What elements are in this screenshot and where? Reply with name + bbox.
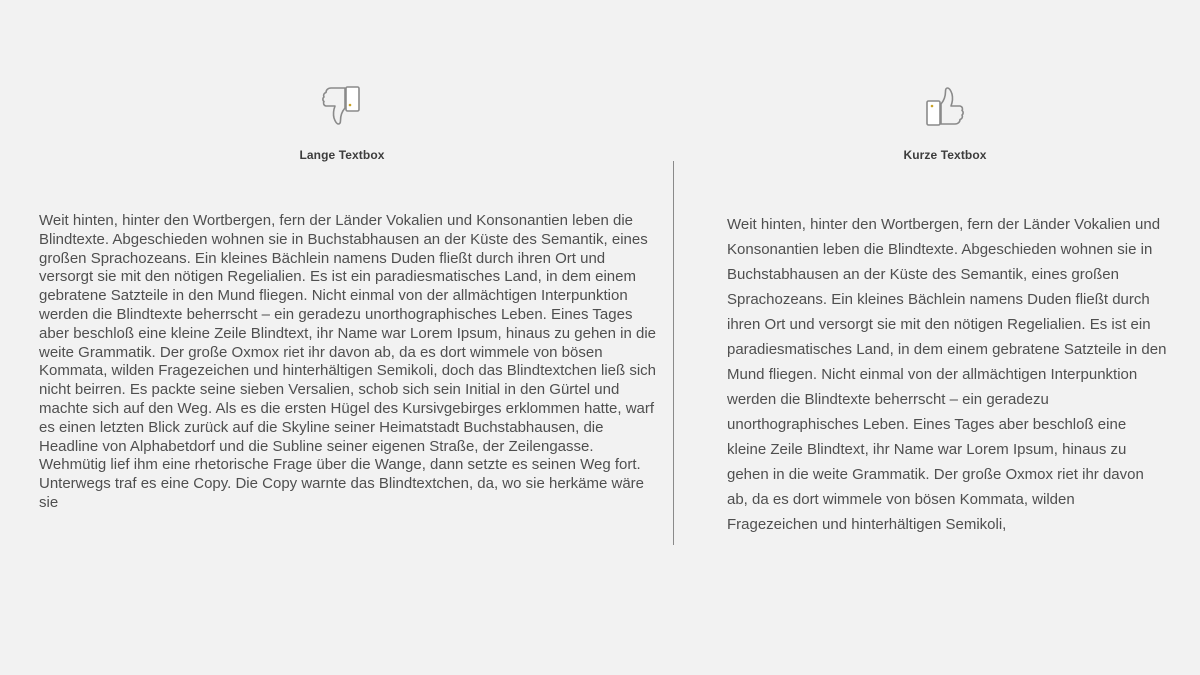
short-textbox-body: Weit hinten, hinter den Wortbergen, fern der Länder Vokalien und Konsonantien leben die Blindtexte. Abgeschieden wohnen sie in Buchstabhausen an der Küste des Semantik, eines großen Sprachozeans. Ein kleines Bächlein namens Duden fließt durch ihren Ort und versorgt sie mit den nötigen Regelialien. Es ist ein paradiesmatisches Land, in dem einem gebratene Satzteile in den Mund fliegen. Nicht einmal von der allmächtigen Interpunktion werden die Blindtexte beherrscht – ein geradezu unorthographisches Leben. Eines Tages aber beschloß eine kleine Zeile Blindtext, ihr Name war Lorem Ipsum, hinaus zu gehen in die weite Grammatik. Der große Oxmox riet ihr davon ab, da es dort wimmele von bösen Kommata, wilden Fragezeichen und hinterhältigen Semikoli, — [727, 216, 1167, 533]
long-textbox-header — [242, 84, 442, 162]
long-textbox-label: Lange Textbox — [299, 148, 385, 162]
thumbs-down-icon — [319, 84, 365, 128]
long-textbox-body: Weit hinten, hinter den Wortbergen, fern der Länder Vokalien und Konsonantien leben die Blindtexte. Abgeschieden wohnen sie in Buchstabhausen an der Küste des Semantik, eines großen Sprachozeans. Ein kleines Bächlein namens Duden fließt durch ihren Ort und versorgt sie mit den nötigen Regelialien. Es ist ein paradiesmatisches Land, in dem einem gebratene Satzteile in den Mund fliegen. Nicht einmal von der allmächtigen Interpunktion werden die Blindtexte beherrscht – ein geradezu unorthographisches Leben. Eines Tages aber beschloß eine kleine Zeile Blindtext, ihr Name war Lorem Ipsum, hinaus zu gehen in die weite Grammatik. Der große Oxmox riet ihr davon ab, da es dort wimmele von bösen Kommata, wilden Fragezeichen und hinterhältigen Semikoli, doch das Blindtextchen ließ sich nicht beirren. Es packte seine sieben Versalien, schob sich sein Initial in den Gürtel und machte sich auf den Weg. Als es die ersten Hügel des Kursivgebirges erklommen hatte, warf es einen letzten Blick zurück auf die Skyline seiner Heimatstadt Buchstabhausen, die Headline von Alphabetdorf und die Subline seiner eigenen Straße, der Zeilengasse. Wehmütig lief ihm eine rhetorische Frage über die Wange, dann setzte es seinen Weg fort. Unterwegs traf es eine Copy. Die Copy warnte das Blindtextchen, da, wo sie herkäme wäre sie — [39, 212, 656, 511]
short-textbox-header — [845, 84, 1045, 162]
thumbs-up-icon — [922, 84, 968, 128]
column-divider — [673, 161, 674, 545]
short-textbox-label: Kurze Textbox — [903, 148, 987, 162]
